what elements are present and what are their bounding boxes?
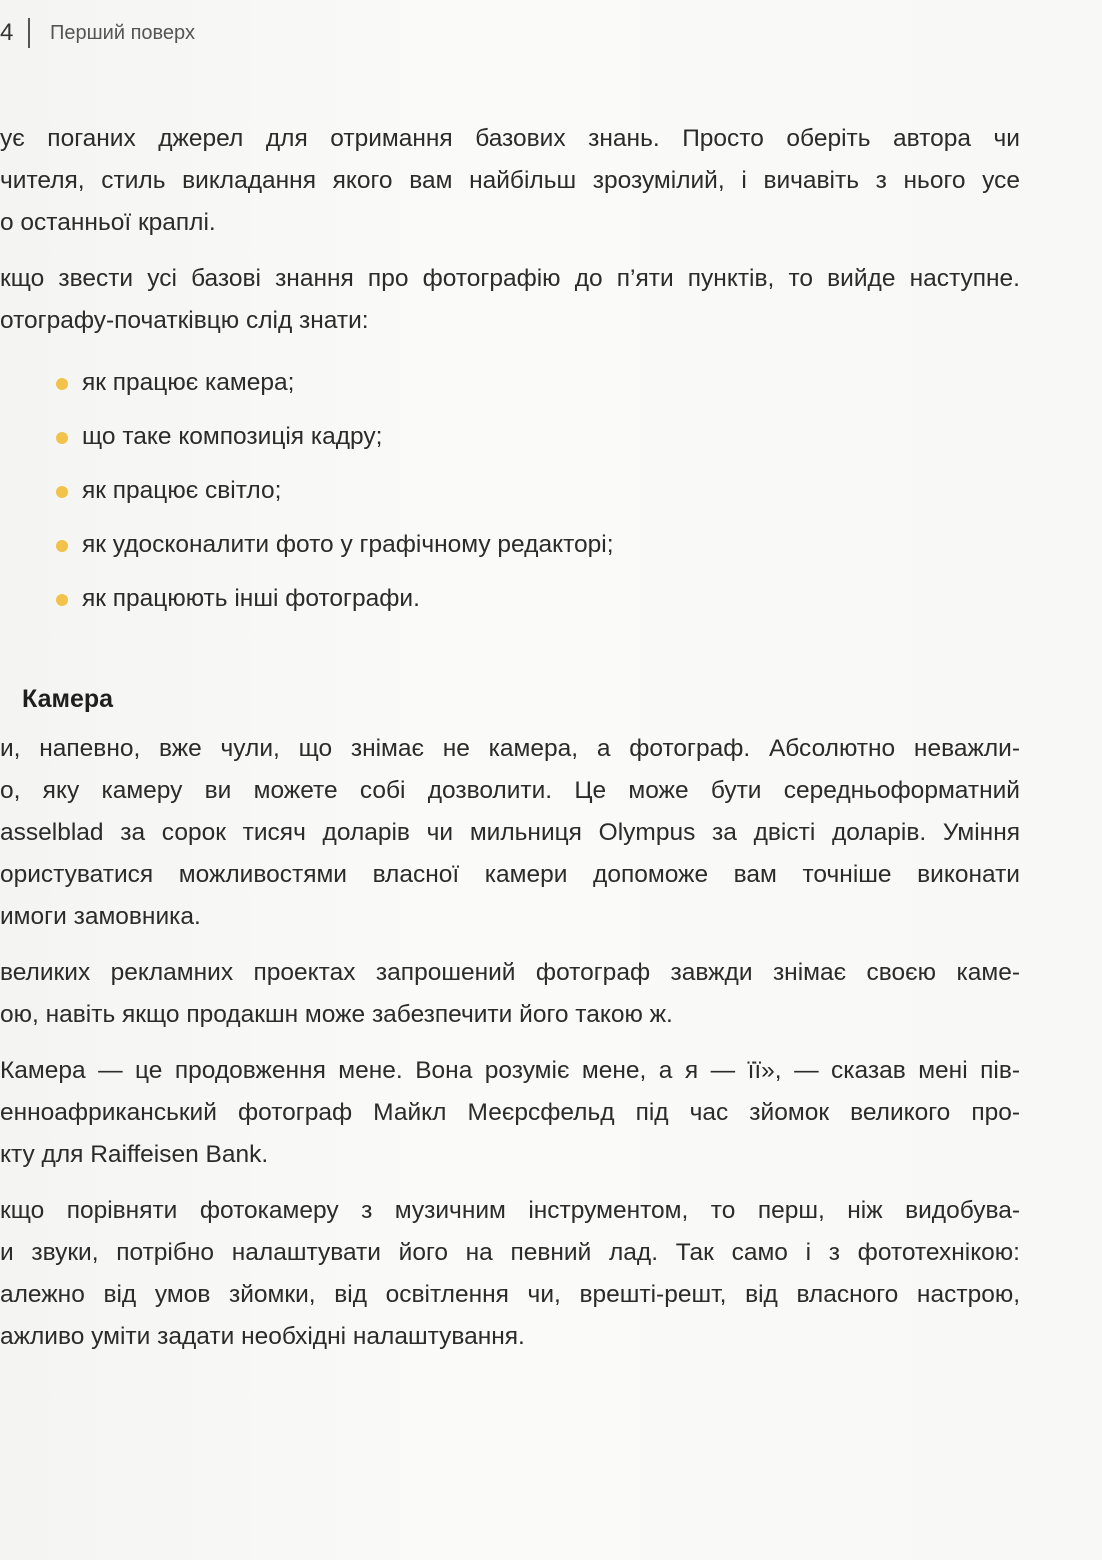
text-line: кщо звести усі базові знання про фотографію до п’яти пунктів, то вийде наступне. bbox=[0, 265, 1020, 292]
list-item-text: як працює світло; bbox=[82, 477, 282, 504]
text-line: Камера — це продовження мене. Вона розуміє мене, а я — її», — сказав мені пів- bbox=[0, 1057, 1020, 1084]
bullet-list bbox=[0, 356, 1020, 626]
page-body bbox=[0, 118, 1020, 1372]
paragraph bbox=[0, 728, 1020, 938]
text-line: и, напевно, вже чули, що знімає не камера, а фотограф. Абсолютно неважли- bbox=[0, 735, 1020, 762]
paragraph bbox=[0, 258, 1020, 342]
list-item-text: як працюють інші фотографи. bbox=[82, 585, 420, 612]
paragraph bbox=[0, 118, 1020, 244]
text-line: ою, навіть якщо продакшн може забезпечити його такою ж. bbox=[0, 1001, 673, 1028]
section-heading: Камера bbox=[22, 685, 114, 713]
text-line: о, яку камеру ви можете собі дозволити. Це може бути середньоформатний bbox=[0, 777, 1020, 804]
paragraph bbox=[0, 1190, 1020, 1358]
text-line: кщо порівняти фотокамеру з музичним інструментом, то перш, ніж видобува- bbox=[0, 1197, 1020, 1224]
list-item-text: як удосконалити фото у графічному редакторі; bbox=[82, 531, 614, 558]
running-header bbox=[0, 18, 195, 48]
text-line: великих рекламних проектах запрошений фотограф завжди знімає своєю каме- bbox=[0, 959, 1020, 986]
paragraph bbox=[0, 1050, 1020, 1176]
paragraph bbox=[0, 952, 1020, 1036]
bullet-dot-icon bbox=[56, 540, 68, 552]
header-divider bbox=[28, 18, 30, 48]
bullet-dot-icon bbox=[56, 594, 68, 606]
text-line: отографу-початківцю слід знати: bbox=[0, 307, 369, 334]
text-line: имоги замовника. bbox=[0, 903, 201, 930]
page-number: 4 bbox=[0, 19, 14, 46]
bullet-dot-icon bbox=[56, 432, 68, 444]
text-line: ує поганих джерел для отримання базових знань. Просто оберіть автора чи bbox=[0, 125, 1020, 152]
text-line: и звуки, потрібно налаштувати його на певний лад. Так само і з фототехнікою: bbox=[0, 1239, 1020, 1266]
bullet-dot-icon bbox=[56, 378, 68, 390]
text-line: ажливо уміти задати необхідні налаштування. bbox=[0, 1323, 525, 1350]
bullet-dot-icon bbox=[56, 486, 68, 498]
list-item bbox=[56, 356, 1020, 410]
intro-text bbox=[0, 118, 1020, 342]
list-item-text: що таке композиція кадру; bbox=[82, 423, 383, 450]
text-line: чителя, стиль викладання якого вам найбільш зрозумілий, і вичавіть з нього усе bbox=[0, 167, 1020, 194]
text-line: алежно від умов зйомки, від освітлення чи, врешті-решт, від власного настрою, bbox=[0, 1281, 1020, 1308]
list-item bbox=[56, 518, 1020, 572]
list-item bbox=[56, 464, 1020, 518]
list-item-text: як працює камера; bbox=[82, 369, 295, 396]
text-line: asselblad за сорок тисяч доларів чи мильниця Olympus за двісті доларів. Уміння bbox=[0, 819, 1020, 846]
list-item bbox=[56, 572, 1020, 626]
section-title: Перший поверх bbox=[50, 21, 195, 44]
text-line: ористуватися можливостями власної камери допоможе вам точніше виконати bbox=[0, 861, 1020, 888]
text-line: енноафриканський фотограф Майкл Меєрсфельд під час зйомок великого про- bbox=[0, 1099, 1020, 1126]
list-item bbox=[56, 410, 1020, 464]
text-line: кту для Raiffeisen Bank. bbox=[0, 1141, 269, 1168]
camera-section-text bbox=[0, 728, 1020, 1358]
text-line: о останньої краплі. bbox=[0, 209, 216, 236]
